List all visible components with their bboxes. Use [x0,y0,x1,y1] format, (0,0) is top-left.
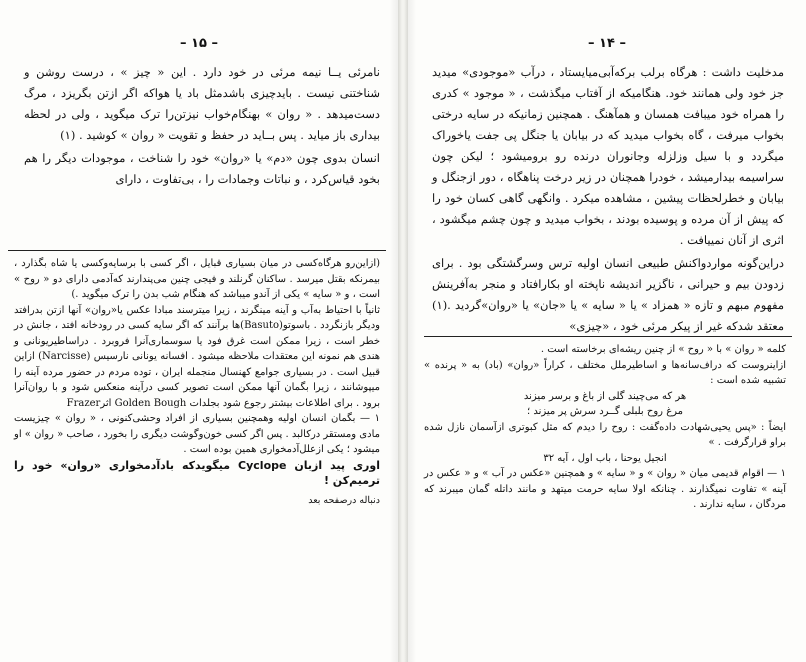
page-shadow [390,0,398,662]
paragraph: دراین‌گونه مواردواکنش طبیعی انسان اولیه ترس وسرگشتگی بود . برای زدودن بیم و حیرانی ، ناگزیر اندیشه ناپخته او بکارافتاد و منجر به‌آفرینش مفهوم مبهم و تازه « همزاد » یا « سایه » یا «جان» یا «روان»گردید .(۱) معتقد شدکه غیر از پیکر مرئی خود ، «چیزی» [432,256,784,333]
footnote-quote: اوری پید ازبان Cyclope میگویدکه بادآدمخواری «روان» خود را ترمیم‌کن ! [14,458,380,487]
footnote-citation: انجیل یوحنا ، باب اول ، آیه ۳۲ [543,452,667,464]
continued-note: دنباله درصفحه بعد [308,494,380,506]
footnote: (ازاین‌رو هرگاه‌کسی در میان بسیاری قبایل ، اگر کسی با برسایه‌وکسی یا شاه بگذارد ، بیمرنکه بقتل میرسد . ساکنان گرنلند و فیجی چنین می‌پندارند که‌آدمی دارای دو « روح » است ، و « سایه » یکی از آندو میباشد که هنگام شب بدن را ترک میگوید .) [14,258,381,300]
main-text [432,62,784,337]
footnote-verse: مرغ روح بلبلی گــرد سرش پر میزند ؛ [526,406,684,417]
left-page [0,0,398,662]
footnote: ازاینروست که دراف‌سانه‌ها و اساطیرملل مختلف ، کراراً «روان» (باد) به « پرنده » تشبیه شده است : [424,359,786,386]
paragraph: نامرئی یــا نیمه مرئی در خود دارد . این « چیز » ، درست روشن و شناختنی نیست . بایدچیزی باشدمثل باد یا هواکه اگر ازتن بگریزد ، مرگ دست‌میدهد . « روان » بهنگام‌خواب نیزتن‌را ترک میگوید ، ولی در لحظه بیداری باز میاید . پس بــاید در حفظ و تقویت « روان » کوشید . (۱) [24,65,380,142]
footnotes [424,342,786,513]
page-shadow [408,0,416,662]
footnote: ۱ — بگمان انسان اولیه وهمچنین بسیاری از افراد وحشی‌کنونی ، « روان » چیزیست مادی ومستقر درکالبد . پس اگر کسی خون‌وگوشت دیگری را بخورد ، صاحب « روان » او میشود ؛ یکی ازعلل‌آدمخواری همین بوده است . [14,413,380,455]
page-number: – ۱۵ – [180,36,218,51]
paragraph: انسان بدوی چون «دم» یا «روان» خود را شناخت ، موجودات دیگر را هم بخود قیاس‌کرد ، و نباتات وجمادات را ، بی‌تفاوت ، دارای [24,151,380,186]
footnote-verse: هر که می‌چیند گلی از باغ و برسر میزند [523,390,687,402]
right-page [408,0,806,662]
book-gutter [398,0,408,662]
footnotes [14,256,380,508]
main-text [24,62,380,190]
paragraph: مدخلیت داشت : هرگاه برلب برکه‌آبی‌میایستاد ، درآب «موجودی» میدید جز خود ولی همانند خود. هنگامیکه از آفتاب میگذشت ، « موجود » کدری را همراه خود میبافت همسان و همآهنگ . همچنین زمانیکه در سایه درختی بخواب میرفت ، گاه بخواب میدید که در بیابان یا جنگل پی جفت یاخوراک میگردد و با سیل وزلزله وجانوران درنده رو برومیشود ؛ لیکن چون سراسیمه بیدارمیشد ، خودرا همچنان در زیر درخت پناهگاه ، دور ازجنگل و بیابان و خطرلحظات پیشین ، مشاهده میکرد . وانگهی گاهی کسان خود را که پیش از آن مرده و پوسیده بودند ، بخواب میدید و چون چشم میگشود ، اثری از آنان نمییافت . [432,65,784,247]
footnote-separator [8,250,386,251]
footnote: ایضاً : «پس یحیی‌شهادت داده‌گفت : روح را دیدم که مثل کبوتری ازآسمان نازل شده براو قرارگرفت . » [424,421,786,448]
footnote: ثانیاً با احتیاط به‌آب و آینه مینگرند ، زیرا میترسند مبادا عکس یا«روان» آنها ازتن بدرافتد ودیگر بازنگردد . باسوتو(Basuto)ها برآنند که اگر سایه کسی در رودخانه افتد ، جانش در خطر است ، زیرا ممکن است غرق فود یا سوسماری‌آنرا فروبرد . دراساطیریونانی و هندی هم نمونه این معتقدات ملاحظه میشود . افسانه یونانی نارسیس (Narcisse) ازاین قبیل است . در بسیاری جوامع کهنسال منجمله ایران ، توده مردم در حضور مرده آینه را میپوشانند ، زیرا بگمان آنها ممکن است تصویر کسی درآینه منعکس شود و با روان‌آنرا برود . برای اطلاعات بیشتر رجوع شود بجلدات Golden Bough اثرFrazer [14,304,380,409]
page-number: – ۱۴ – [588,36,626,51]
footnote-separator [424,336,792,337]
footnote: کلمه « روان » با « روح » از چنین ریشه‌ای برخاسته است . [540,344,786,355]
footnote: ۱ — اقوام قدیمی میان « روان » و « سایه » و همچنین «عکس در آب » و « عکس در آینه » تفاوت نمیگذارند . چنانکه اولا سایه حرمت میتهد و مانند داتله گمان میبرند که مردگان ، سایه ندارند . [424,468,786,510]
